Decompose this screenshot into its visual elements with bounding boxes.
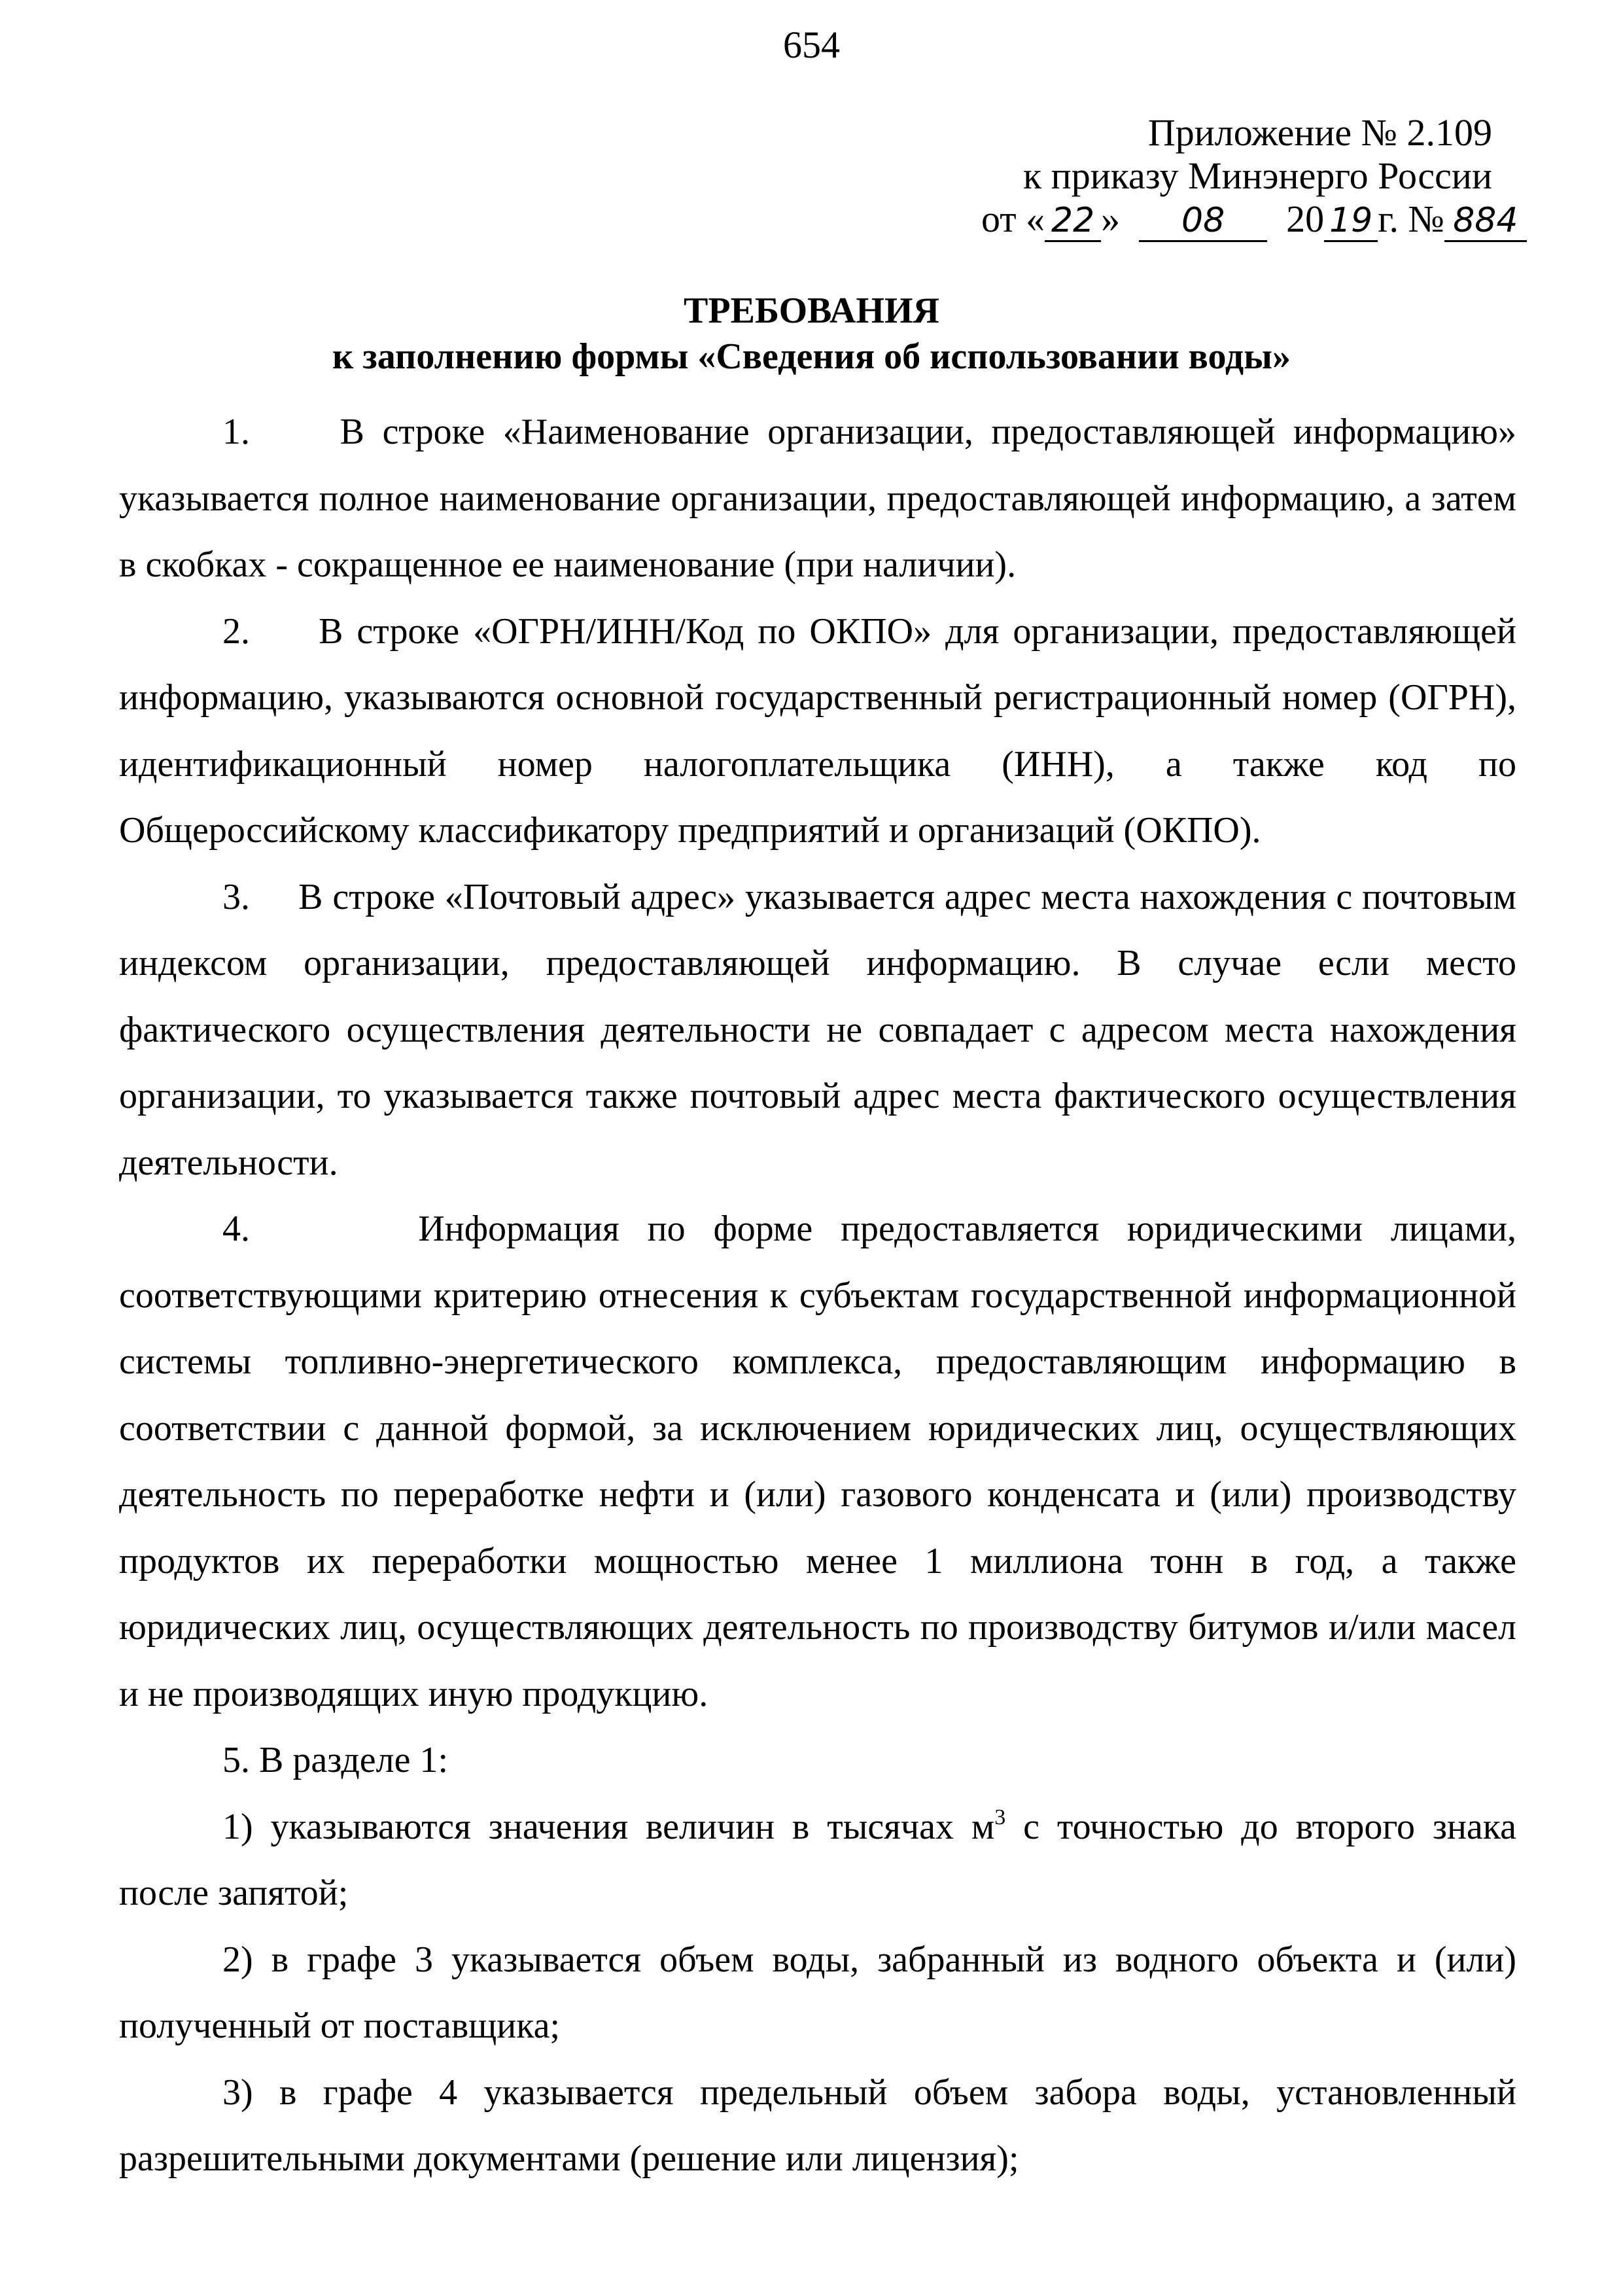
appendix-header	[981, 111, 1518, 242]
appendix-order-date	[981, 198, 1518, 242]
paragraph-2: 2. В строке «ОГРН/ИНН/Код по ОКПО» для организации, предоставляющей информацию, указываются основной государственный регистрационный номер (ОГРН), идентификационный номер налогоплательщика (ИНН), а также код по Общероссийскому классификатору предприятий и организаций (ОКПО).	[119, 610, 1516, 851]
year-prefix: 20	[1286, 198, 1325, 240]
list-item-1	[119, 1794, 1516, 1927]
superscript-cubic: 3	[994, 1805, 1006, 1829]
document-body	[119, 399, 1516, 2193]
paragraph-3: 3. В строке «Почтовый адрес» указывается адрес места нахождения с почтовым индексом организации, предоставляющей информацию. В случае если место фактического осуществления деятельности не совпадает с адресом места нахождения организации, то указывается также почтовый адрес места фактического осуществления деятельности.	[119, 876, 1516, 1183]
number-prefix: г. №	[1378, 198, 1444, 240]
list-item-3: 3) в графе 4 указывается предельный объем забора воды, установленный разрешительными документами (решение или лицензия);	[119, 2072, 1516, 2179]
paragraph-5-heading: 5. В разделе 1:	[222, 1740, 449, 1780]
document-title	[0, 288, 1623, 380]
handwritten-year: 19	[1324, 201, 1378, 242]
appendix-number: Приложение № 2.109	[1147, 111, 1492, 154]
list-item-1-text: 1) указываются значения величин в тысячах м	[222, 1806, 995, 1847]
title-subheading: к заполнению формы «Сведения об использовании воды»	[332, 336, 1291, 377]
list-item-2: 2) в графе 3 указывается объем воды, забранный из водного объекта и (или) полученный от поставщика;	[119, 1939, 1516, 2046]
list-item-1-tail: с точностью до второго знака после запятой;	[119, 1806, 1516, 1913]
page-number: 654	[783, 24, 840, 66]
date-prefix: от «	[981, 198, 1045, 240]
paragraph-4: 4. Информация по форме предоставляется юридическими лицами, соответствующими критерию отнесения к субъектам государственной информационной системы топливно-энергетического комплекса, предоставляющим информацию в соответствии с данной формой, за исключением юридических лиц, осуществляющих деятельность по переработке нефти и (или) газового конденсата и (или) производству продуктов их переработки мощностью менее 1 миллиона тонн в год, а также юридических лиц, осуществляющих деятельность по производству битумов и/или масел и не производящих иную продукцию.	[119, 1209, 1516, 1714]
date-quote-close: »	[1101, 198, 1121, 240]
appendix-order-reference: к приказу Минэнерго России	[1023, 154, 1492, 197]
handwritten-order-number: 884	[1444, 201, 1527, 242]
title-heading: ТРЕБОВАНИЯ	[684, 291, 939, 331]
handwritten-day: 22	[1045, 201, 1101, 242]
paragraph-1: 1. В строке «Наименование организации, предоставляющей информацию» указывается полное наименование организации, предоставляющей информацию, а затем в скобках - сокращенное ее наименование (при наличии).	[119, 412, 1516, 585]
handwritten-month: 08	[1139, 201, 1267, 242]
